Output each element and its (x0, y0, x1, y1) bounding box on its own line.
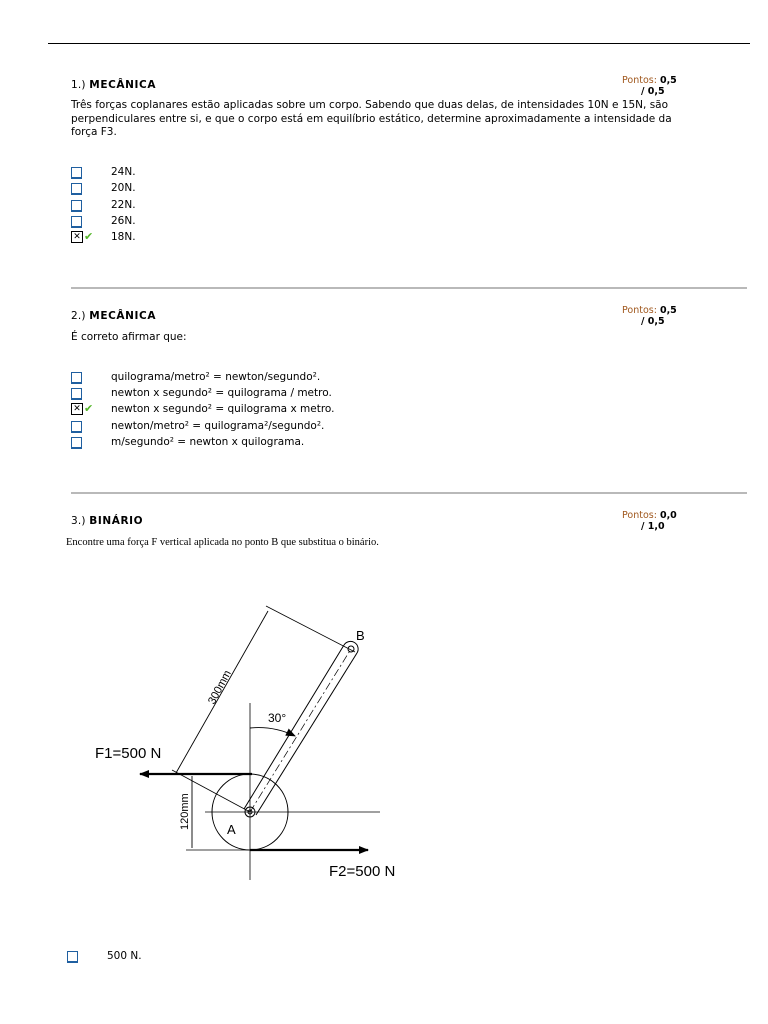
option-label: newton/metro² = quilograma²/segundo². (111, 420, 325, 432)
points-max: / 0,5 (641, 316, 665, 327)
option-label: m/segundo² = newton x quilograma. (111, 436, 305, 448)
question-number: 1.) (71, 79, 86, 91)
option-label: newton x segundo² = quilograma x metro. (111, 403, 335, 415)
question-category: BINÁRIO (89, 515, 144, 527)
points-score: 0,5 (659, 75, 677, 86)
question-2-text: É correto afirmar que: (71, 331, 187, 343)
option-label: quilograma/metro² = newton/segundo². (111, 371, 321, 383)
force1-label: F1=500 N (95, 745, 162, 762)
option-label: 20N. (111, 182, 136, 194)
checked-checkbox[interactable]: ✕ (71, 403, 83, 415)
points-label: Pontos: (622, 305, 657, 316)
question-number: 2.) (71, 310, 86, 322)
correct-check-icon: ✔ (84, 230, 94, 243)
points-max: / 0,5 (641, 86, 665, 97)
points-label: Pontos: (622, 510, 657, 521)
angle-label: 30° (268, 711, 287, 725)
option-label: 500 N. (107, 950, 142, 962)
points-label: Pontos: (622, 75, 657, 86)
angle-arc (250, 728, 295, 736)
dim-label-120: 120mm (179, 793, 191, 830)
extension-line (266, 606, 355, 652)
question-1-text: Três forças coplanares estão aplicadas sobre um corpo. Sabendo que duas delas, de intensidades 10N e 15N, são perpendiculares entre si, e que o corpo está em equilíbrio estático, determine aproximadamente a intensidade da força F3. (71, 99, 672, 138)
option-label: 18N. (111, 231, 136, 243)
force2-label: F2=500 N (329, 863, 396, 880)
checkbox[interactable] (67, 951, 78, 963)
correct-check-icon: ✔ (84, 402, 94, 415)
question-3-text: Encontre uma força F vertical aplicada no ponto B que substitua o binário. (66, 537, 379, 548)
option-label: newton x segundo² = quilograma / metro. (111, 387, 332, 399)
dim-label-300: 300mm (206, 668, 234, 707)
point-a-label: A (227, 822, 236, 837)
question-category: MECÂNICA (89, 310, 157, 322)
point-b-label: B (356, 628, 365, 643)
checked-checkbox[interactable]: ✕ (71, 231, 83, 243)
option-label: 24N. (111, 166, 136, 178)
lever-bar (244, 641, 358, 817)
points-max: / 1,0 (641, 521, 665, 532)
question-category: MECÂNICA (89, 79, 157, 91)
option-label: 26N. (111, 215, 136, 227)
points-score: 0,5 (659, 305, 677, 316)
question-number: 3.) (71, 515, 86, 527)
option-label: 22N. (111, 199, 136, 211)
points-score: 0,0 (659, 510, 677, 521)
